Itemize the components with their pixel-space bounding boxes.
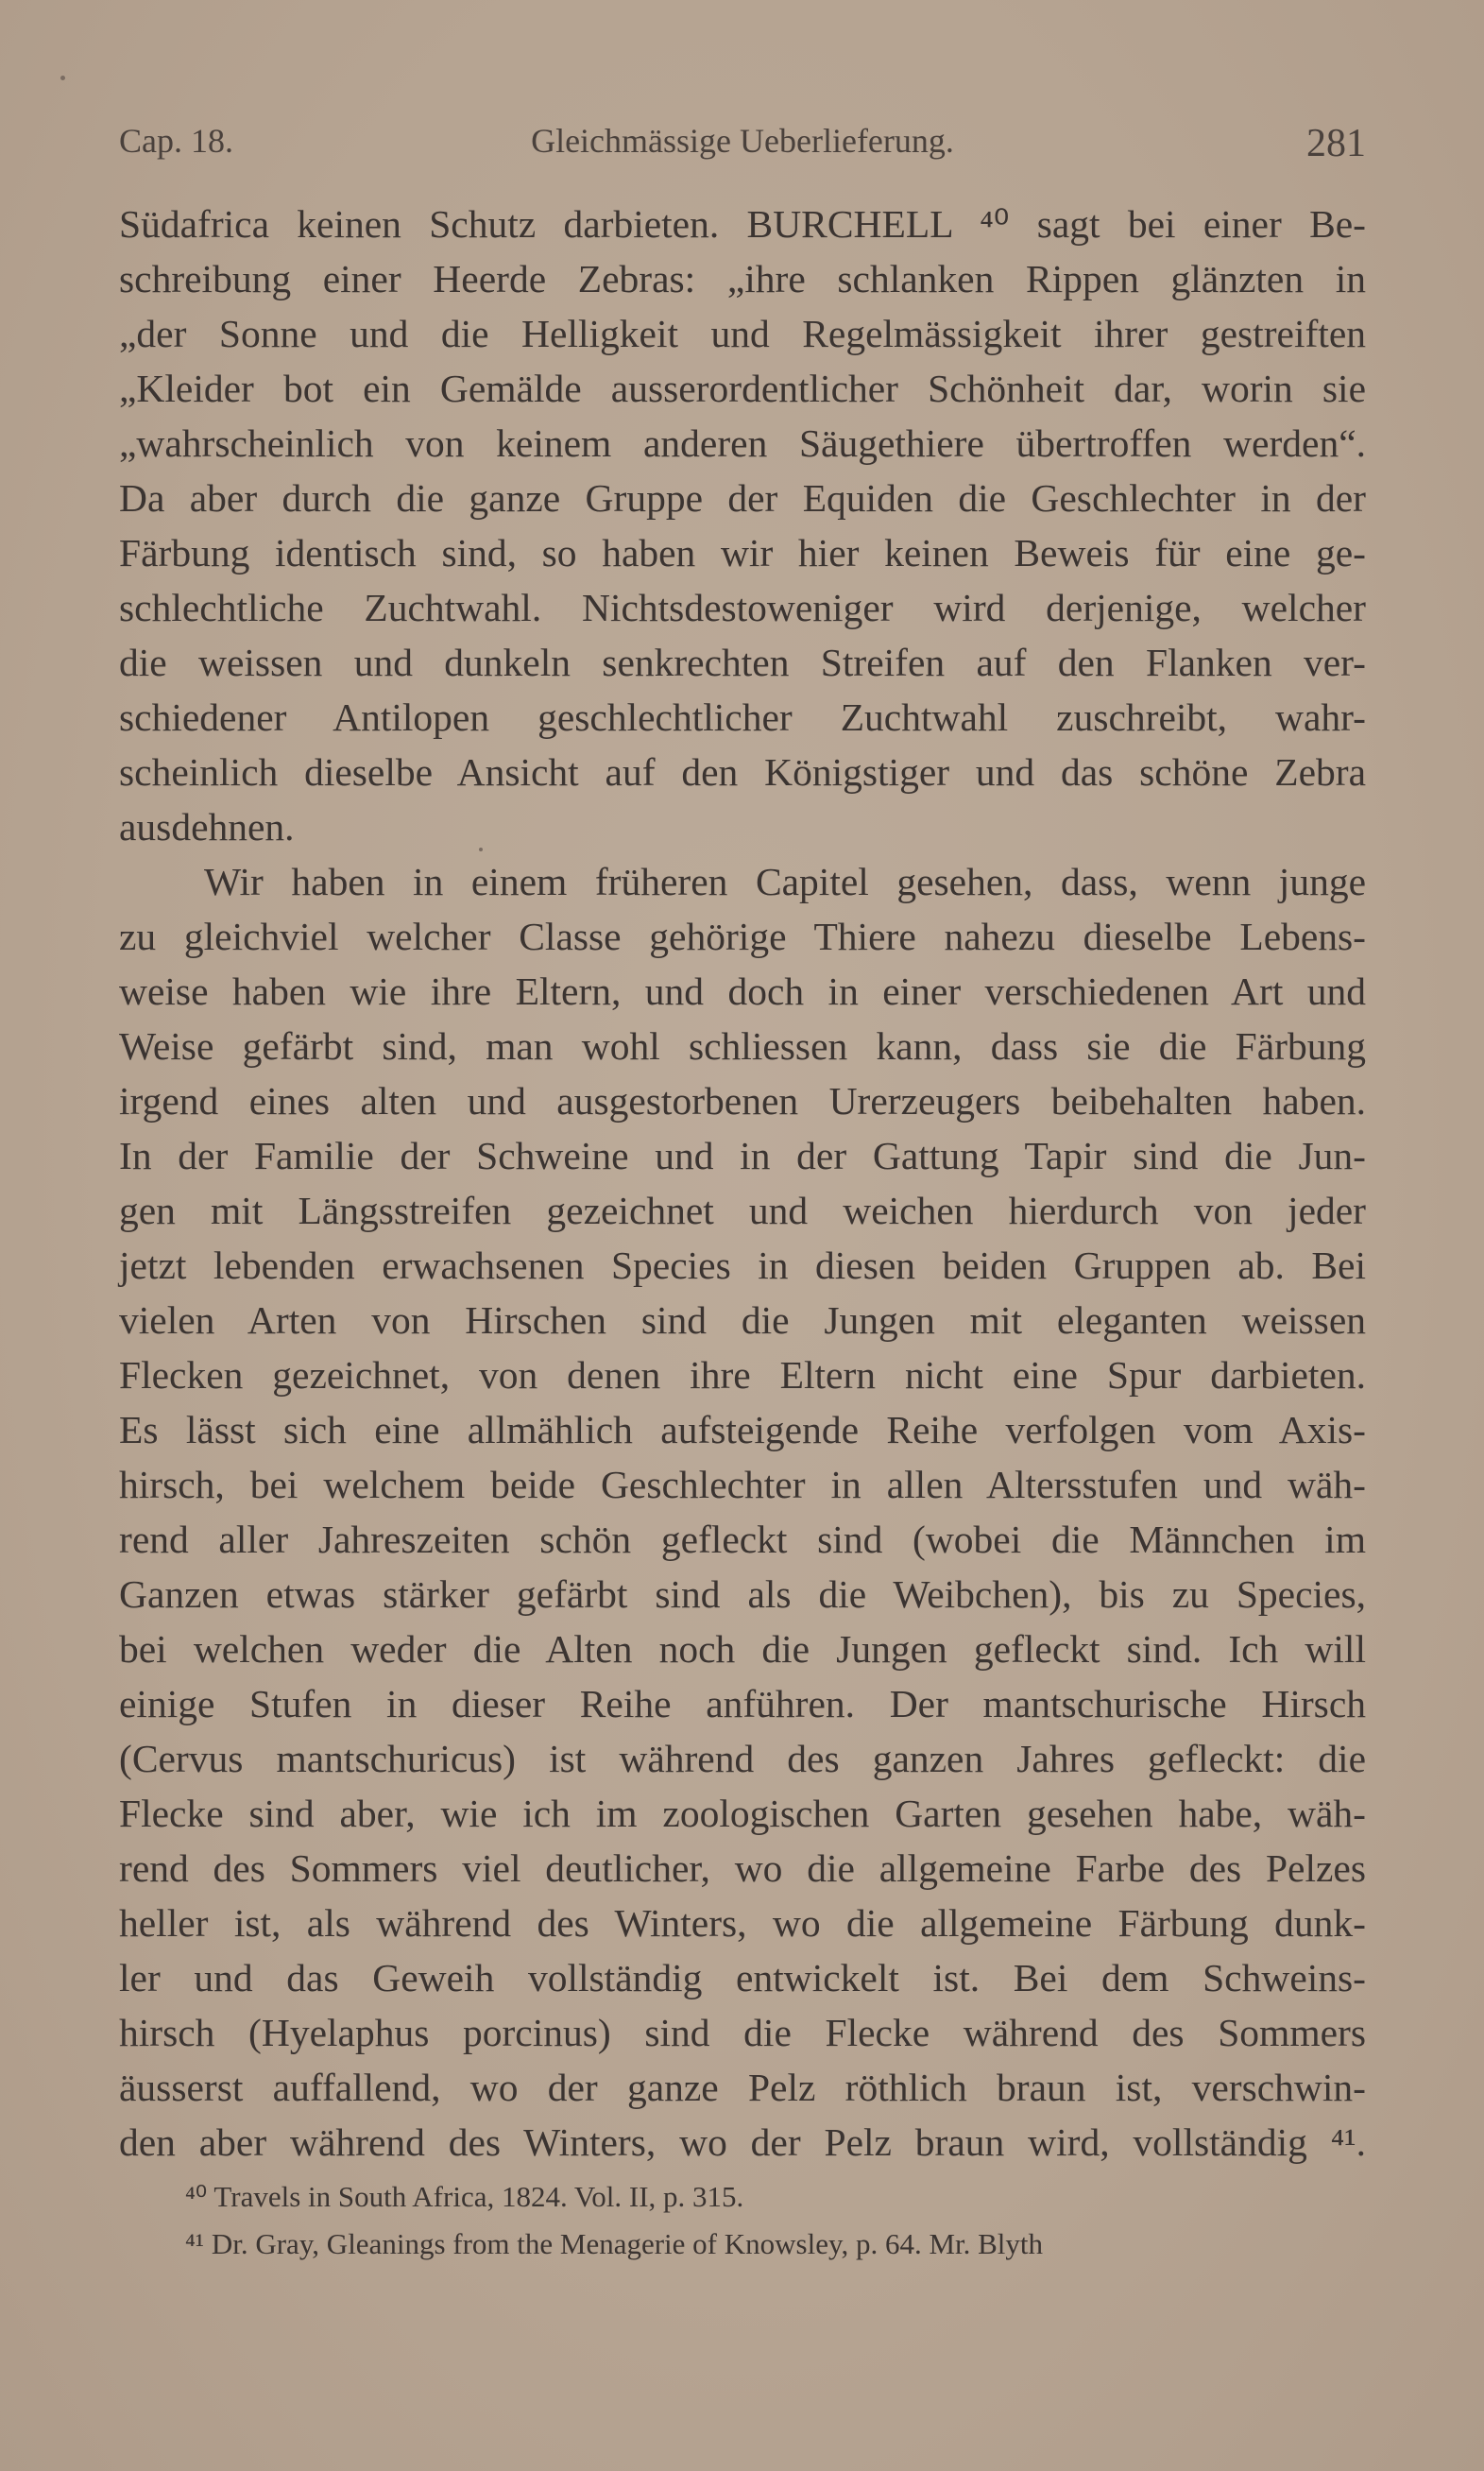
text-line: „Kleider bot ein Gemälde ausserordentlicher Schönheit dar, worin sie xyxy=(119,367,1366,410)
chapter-label: Cap. 18. xyxy=(119,122,233,160)
text-line: rend aller Jahreszeiten schön gefleckt sind (wobei die Männchen im xyxy=(119,1518,1366,1561)
page-number: 281 xyxy=(1306,122,1366,165)
footnotes xyxy=(119,2173,1366,2268)
text-line: bei welchen weder die Alten noch die Jungen gefleckt sind. Ich will xyxy=(119,1627,1366,1671)
text-line: weise haben wie ihre Eltern, und doch in einer verschiedenen Art und xyxy=(119,970,1366,1013)
text-line: Es lässt sich eine allmählich aufsteigende Reihe verfolgen vom Axis- xyxy=(119,1408,1366,1451)
text-line: ler und das Geweih vollständig entwickelt ist. Bei dem Schweins- xyxy=(119,1956,1366,1999)
text-line: In der Familie der Schweine und in der Gattung Tapir sind die Jun- xyxy=(119,1134,1366,1177)
text-line: vielen Arten von Hirschen sind die Jungen mit eleganten weissen xyxy=(119,1298,1366,1342)
text-line: einige Stufen in dieser Reihe anführen. Der mantschurische Hirsch xyxy=(119,1682,1366,1725)
text-line: schreibung einer Heerde Zebras: „ihre schlanken Rippen glänzten in xyxy=(119,257,1366,300)
text-line: die weissen und dunkeln senkrechten Streifen auf den Flanken ver- xyxy=(119,641,1366,684)
paragraph-start-line: Wir haben in einem früheren Capitel gesehen, dass, wenn junge xyxy=(204,860,1366,903)
footnote-40: ⁴⁰ Travels in South Africa, 1824. Vol. II, p. 315. xyxy=(185,2180,744,2213)
text-line: (Cervus mantschuricus) ist während des ganzen Jahres gefleckt: die xyxy=(119,1737,1366,1780)
text-line: „wahrscheinlich von keinem anderen Säugethiere übertroffen werden“. xyxy=(119,421,1366,465)
text-line: Südafrica keinen Schutz darbieten. BURCHELL ⁴⁰ sagt bei einer Be- xyxy=(119,202,1366,246)
text-line: den aber während des Winters, wo der Pelz braun wird, vollständig ⁴¹. xyxy=(119,2120,1366,2164)
text-line: „der Sonne und die Helligkeit und Regelmässigkeit ihrer gestreiften xyxy=(119,312,1366,355)
text-line: zu gleichviel welcher Classe gehörige Thiere nahezu dieselbe Lebens- xyxy=(119,915,1366,958)
text-line: gen mit Längsstreifen gezeichnet und weichen hierdurch von jeder xyxy=(119,1189,1366,1232)
text-line: rend des Sommers viel deutlicher, wo die allgemeine Farbe des Pelzes xyxy=(119,1846,1366,1890)
paper-speck xyxy=(60,76,65,80)
text-line: Ganzen etwas stärker gefärbt sind als die Weibchen), bis zu Species, xyxy=(119,1572,1366,1616)
text-line: Flecken gezeichnet, von denen ihre Eltern nicht eine Spur darbieten. xyxy=(119,1353,1366,1397)
text-line: Da aber durch die ganze Gruppe der Equiden die Geschlechter in der xyxy=(119,476,1366,520)
text-line: Färbung identisch sind, so haben wir hier keinen Beweis für eine ge- xyxy=(119,531,1366,575)
footnote-41: ⁴¹ Dr. Gray, Gleanings from the Menagerie of Knowsley, p. 64. Mr. Blyth xyxy=(185,2227,1044,2260)
text-line: jetzt lebenden erwachsenen Species in diesen beiden Gruppen ab. Bei xyxy=(119,1244,1366,1287)
text-line: Flecke sind aber, wie ich im zoologischen Garten gesehen habe, wäh- xyxy=(119,1792,1366,1835)
text-line: hirsch (Hyelaphus porcinus) sind die Flecke während des Sommers xyxy=(119,2011,1366,2054)
text-line: Weise gefärbt sind, man wohl schliessen kann, dass sie die Färbung xyxy=(119,1024,1366,1068)
text-line: schiedener Antilopen geschlechtlicher Zuchtwahl zuschreibt, wahr- xyxy=(119,695,1366,739)
text-line: irgend eines alten und ausgestorbenen Urerzeugers beibehalten haben. xyxy=(119,1079,1366,1123)
paragraph-end-line: ausdehnen. xyxy=(119,805,295,849)
text-line: heller ist, als während des Winters, wo die allgemeine Färbung dunk- xyxy=(119,1901,1366,1945)
text-line: äusserst auffallend, wo der ganze Pelz röthlich braun ist, verschwin- xyxy=(119,2066,1366,2109)
text-line: scheinlich dieselbe Ansicht auf den Königstiger und das schöne Zebra xyxy=(119,750,1366,794)
text-line: hirsch, bei welchem beide Geschlechter in allen Altersstufen und wäh- xyxy=(119,1463,1366,1506)
running-header xyxy=(119,121,1366,168)
text-line: schlechtliche Zuchtwahl. Nichtsdestoweniger wird derjenige, welcher xyxy=(119,586,1366,629)
body-text xyxy=(119,197,1366,2170)
running-title: Gleichmässige Ueberlieferung. xyxy=(531,122,954,160)
